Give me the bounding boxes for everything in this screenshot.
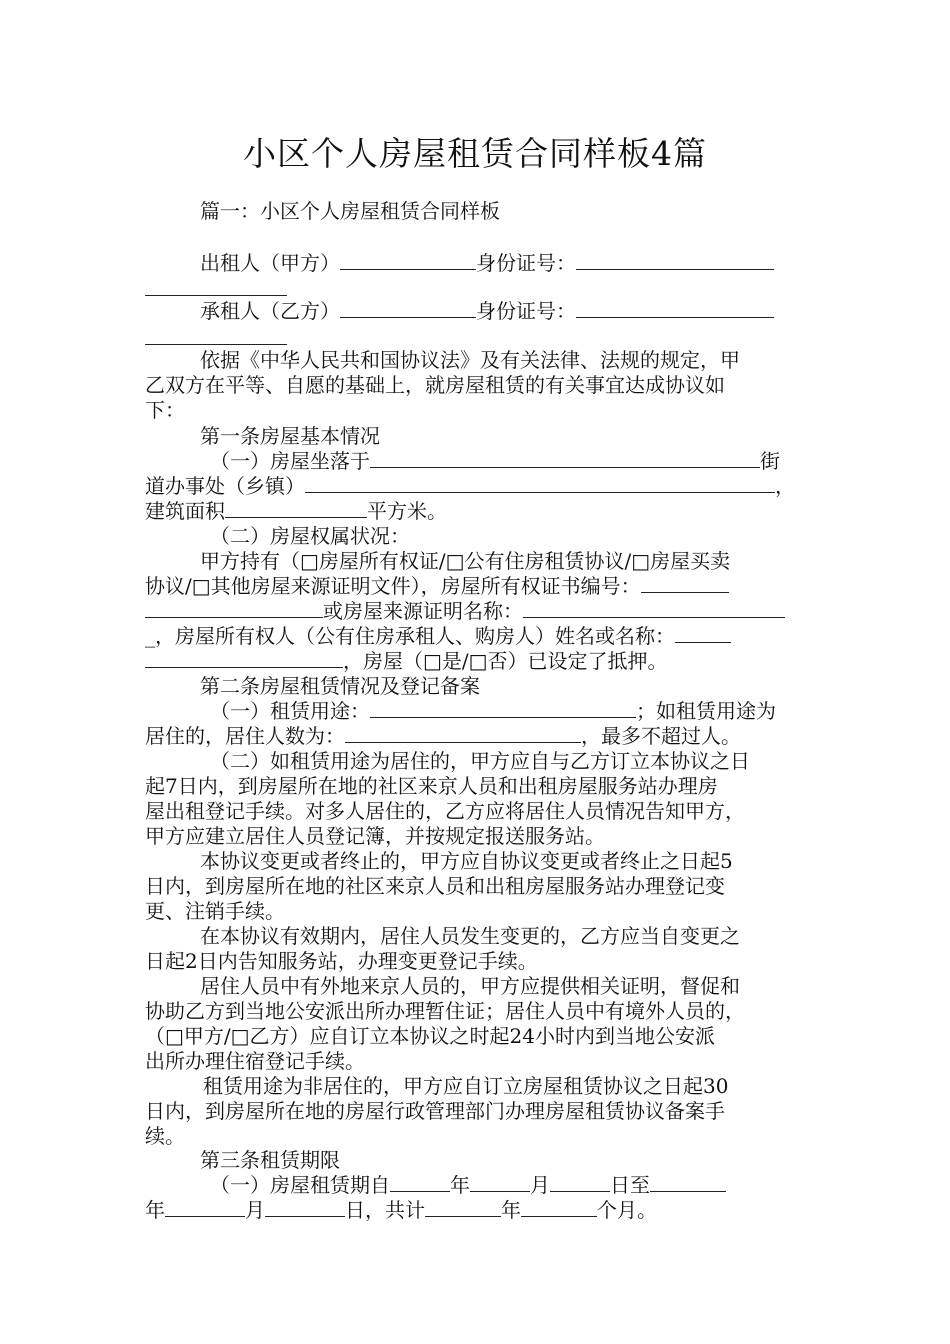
- owner-blank-cont: [145, 649, 343, 668]
- location-line: （一）房屋坐落于 街: [210, 449, 780, 473]
- end-month-blank: [165, 1198, 245, 1217]
- text-line: 在本协议有效期内，居住人员发生变更的，乙方应当自变更之: [200, 924, 740, 948]
- text-line: 居住人员中有外地来京人员的，甲方应提供相关证明，督促和: [200, 974, 740, 998]
- text-line: 日起2日内告知服务站，办理变更登记手续。: [145, 949, 538, 973]
- occupants-blank: [345, 724, 581, 743]
- total-months-blank: [521, 1198, 597, 1217]
- start-day-blank: [550, 1173, 610, 1192]
- certificate-blank: [641, 574, 729, 593]
- text-line: （二）房屋权属状况：: [210, 524, 410, 548]
- term-line: （一）房屋租赁期自 年 月 日至: [145, 1173, 807, 1197]
- text-line: 日内，到房屋所在地的社区来京人员和出租房屋服务站办理登记变: [145, 874, 725, 898]
- start-month-blank: [470, 1173, 530, 1192]
- subdistrict-blank: [305, 474, 775, 493]
- lessor-name-blank: [340, 251, 476, 270]
- owner-line: _，房屋所有权人（公有住房承租人、购房人）姓名或名称：: [145, 624, 807, 648]
- source-doc-blank: [523, 599, 785, 618]
- location-blank: [370, 449, 760, 468]
- lessee-id-blank-cont: [145, 344, 287, 345]
- text-line: 协助乙方到当地公安派出所办理暂住证；居住人员中有境外人员的，: [145, 999, 745, 1023]
- area-line: 建筑面积 平方米。: [145, 499, 447, 523]
- lessee-line: 承租人（乙方） 身份证号：: [145, 299, 807, 323]
- text-line: （□甲方/□乙方）应自订立本协议之时起24小时内到当地公安派: [145, 1024, 715, 1048]
- text-line: （二）如租赁用途为居住的，甲方应自与乙方订立本协议之日: [210, 749, 750, 773]
- text-line: 乙双方在平等、自愿的基础上，就房屋租赁的有关事宜达成协议如: [145, 373, 725, 397]
- mortgage-line: ，房屋（□是/□否）已设定了抵押。: [145, 649, 807, 673]
- article-heading: 第二条房屋租赁情况及登记备案: [200, 674, 480, 698]
- end-day-blank: [265, 1198, 345, 1217]
- article-heading: 第三条租赁期限: [200, 1148, 340, 1172]
- article-heading: 第一条房屋基本情况: [200, 424, 380, 448]
- occupants-line: 居住的，居住人数为： ，最多不超过人。: [145, 724, 741, 748]
- subdistrict-line: 道办事处（乡镇） ，: [145, 474, 795, 498]
- total-years-blank: [425, 1198, 501, 1217]
- lessee-id-blank: [576, 299, 774, 318]
- text-line: 依据《中华人民共和国协议法》及有关法律、法规的规定，甲: [200, 348, 740, 372]
- usage-blank: [370, 699, 636, 718]
- lessor-id-blank: [576, 251, 774, 270]
- certificate-blank-cont: [145, 599, 323, 618]
- term-line-2: 年 月 日，共计 年 个月。: [145, 1198, 657, 1222]
- area-blank: [225, 499, 367, 518]
- text-line: 甲方应建立居住人员登记簿，并按规定报送服务站。: [145, 824, 605, 848]
- source-doc-line: 或房屋来源证明名称：: [145, 599, 807, 623]
- certificate-line: 协议/□其他房屋来源证明文件），房屋所有权证书编号：: [145, 574, 807, 598]
- text-line: 甲方持有（□房屋所有权证/□公有住房租赁协议/□房屋买卖: [200, 549, 731, 573]
- text-line: 本协议变更或者终止的，甲方应自协议变更或者终止之日起5: [200, 849, 733, 873]
- document-title: 小区个人房屋租赁合同样板4篇: [243, 134, 707, 173]
- text-line: 起7日内，到房屋所在地的社区来京人员和出租房屋服务站办理房: [145, 774, 718, 798]
- text-line: 下：: [145, 398, 185, 422]
- text-line: 屋出租登记手续。对多人居住的，乙方应将居住人员情况告知甲方，: [145, 799, 745, 823]
- usage-line: （一）租赁用途： ；如租赁用途为: [210, 699, 776, 723]
- text-line: 出所办理住宿登记手续。: [145, 1049, 365, 1073]
- lessor-id-blank-cont: [145, 295, 287, 296]
- section-heading: 篇一：小区个人房屋租赁合同样板: [200, 199, 500, 223]
- text-line: 更、注销手续。: [145, 899, 285, 923]
- lessee-name-blank: [340, 299, 476, 318]
- text-line: 租赁用途为非居住的，甲方应自订立房屋租赁协议之日起30: [203, 1074, 729, 1098]
- lessor-line: 出租人（甲方） 身份证号：: [145, 251, 807, 275]
- text-line: 日内，到房屋所在地的房屋行政管理部门办理房屋租赁协议备案手: [145, 1099, 725, 1123]
- end-year-blank: [650, 1173, 726, 1192]
- owner-blank: [675, 624, 731, 643]
- start-year-blank: [390, 1173, 450, 1192]
- text-line: 续。: [145, 1124, 185, 1148]
